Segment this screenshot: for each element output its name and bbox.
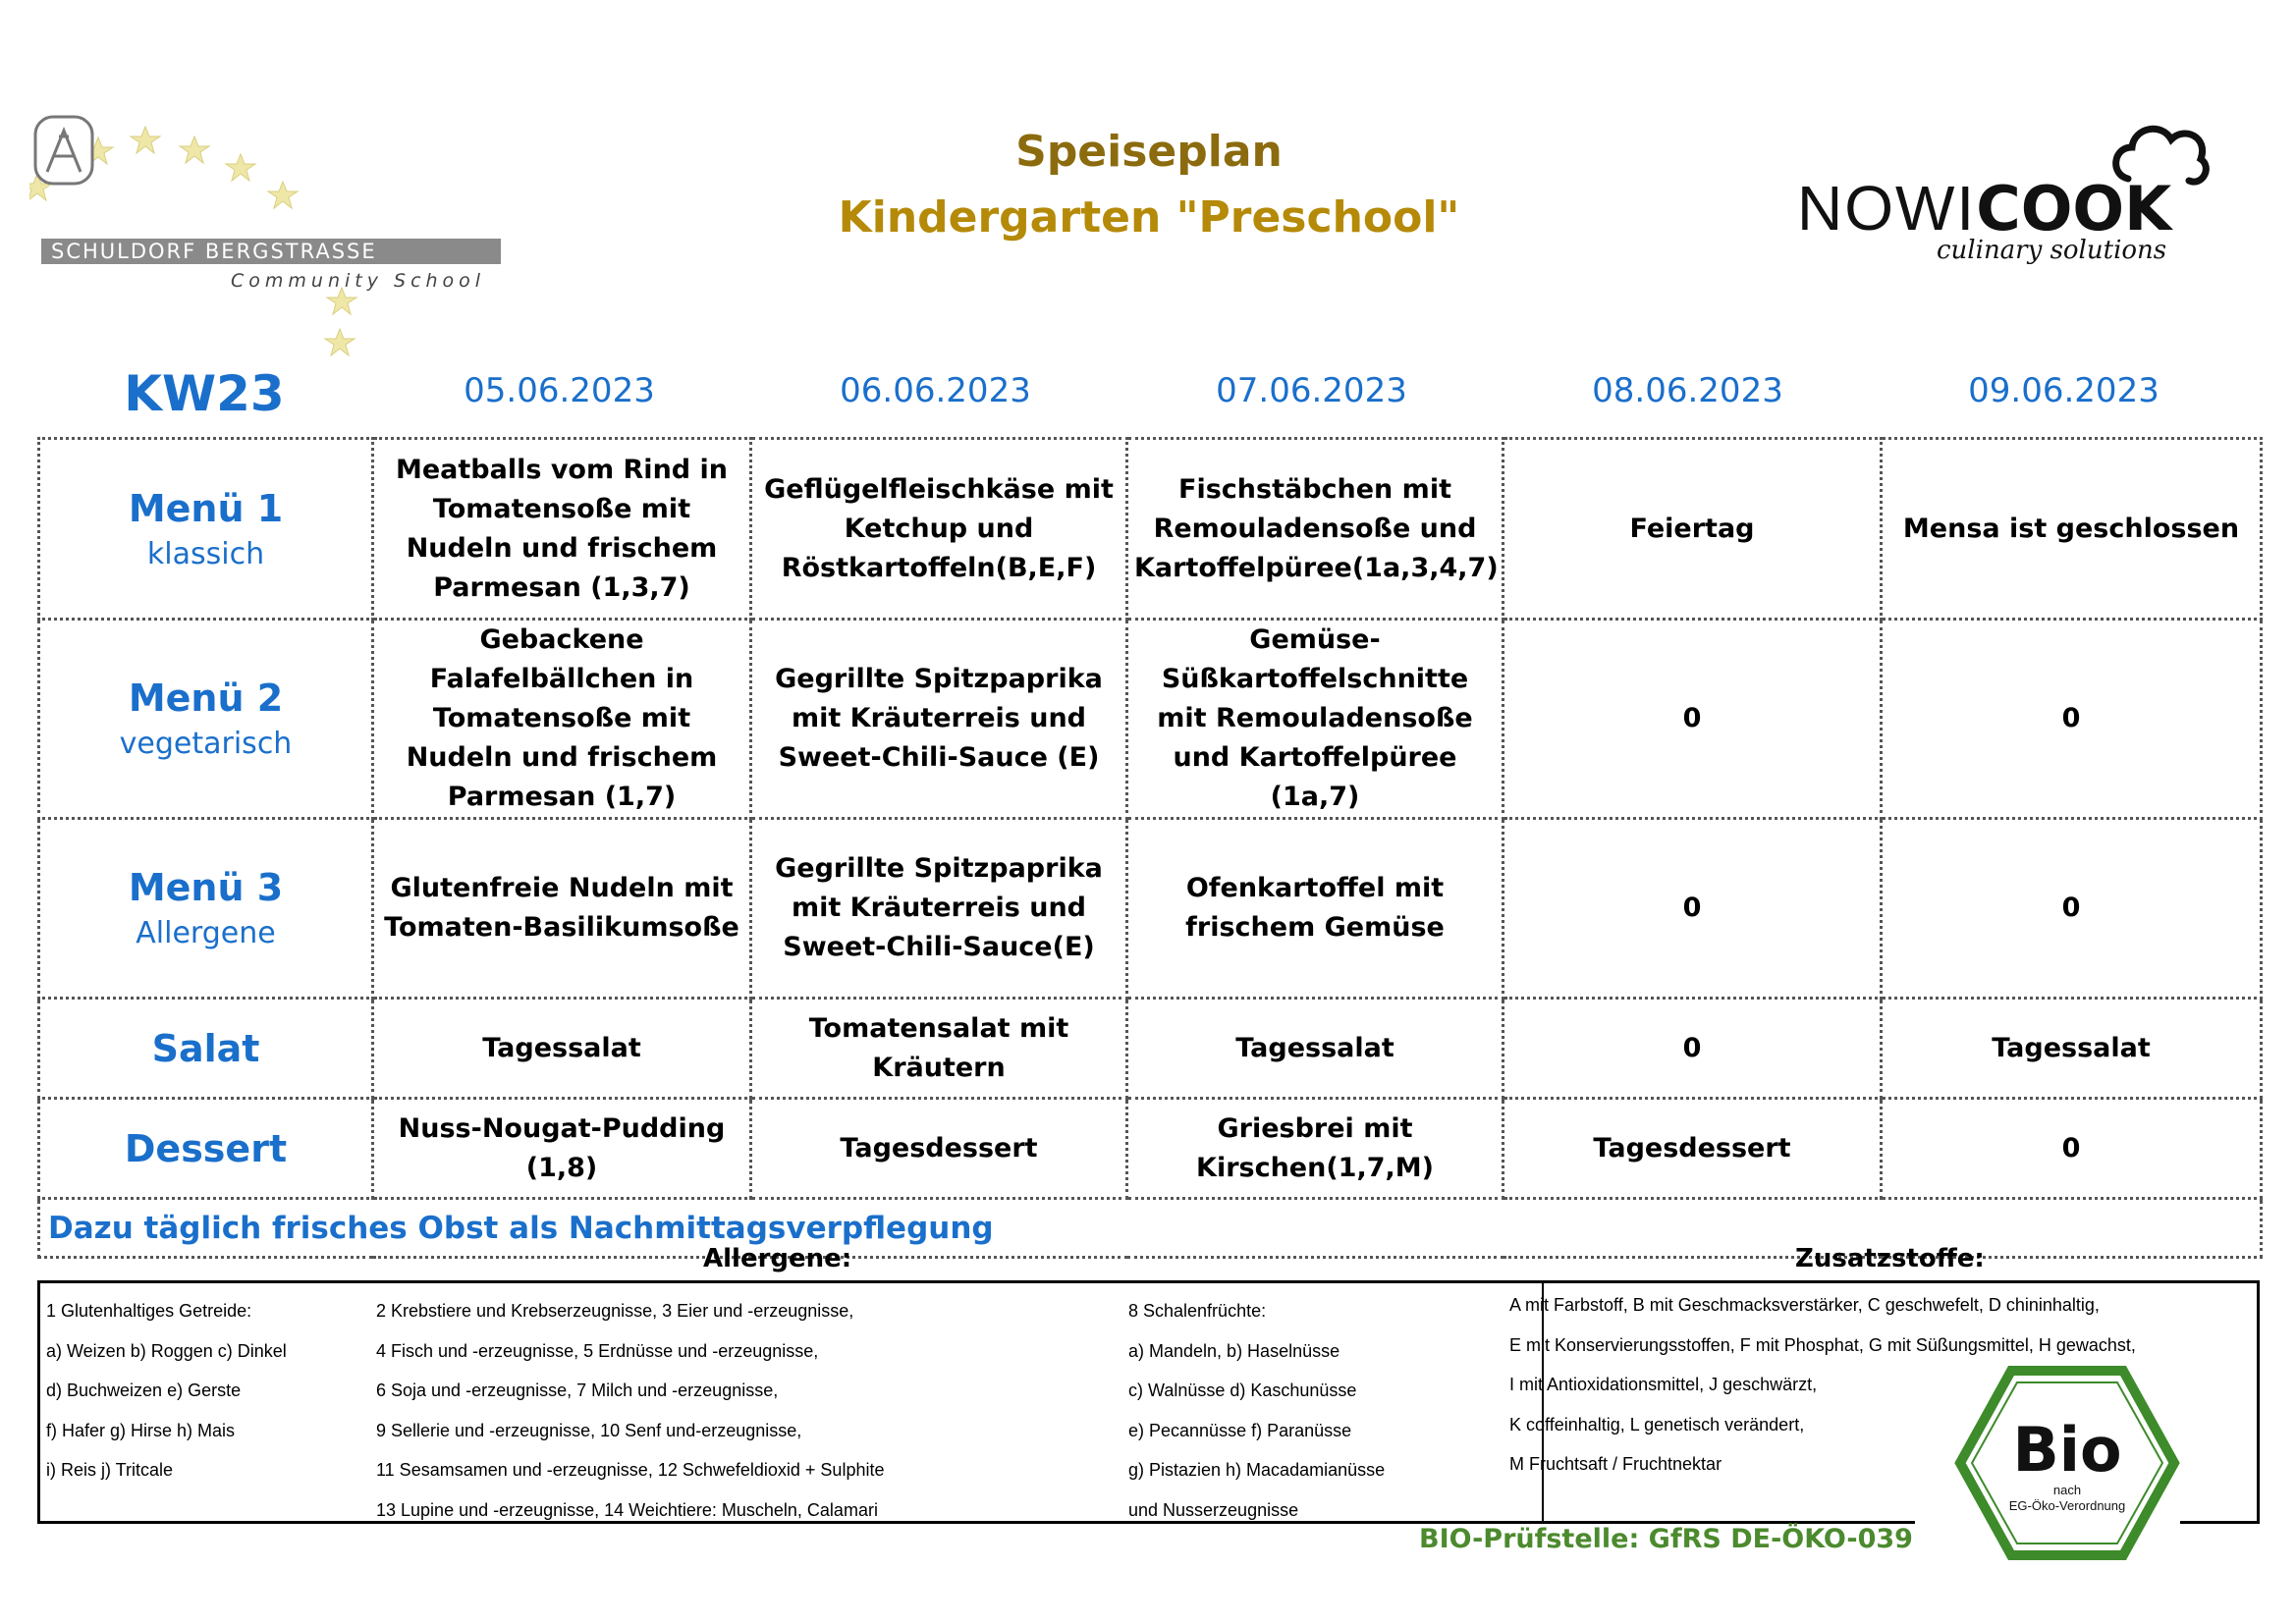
legend-line: c) Walnüsse d) Kaschunüsse [1128, 1380, 1357, 1400]
page-title [687, 123, 1611, 254]
row-header [39, 1099, 373, 1199]
day-header: 09.06.2023 [1968, 371, 2159, 410]
nowicook-logo [1797, 118, 2229, 275]
meal-cell: Meatballs vom Rind in Tomatensoße mit Nudeln und frischem Parmesan (1,3,7) [373, 439, 751, 620]
menu-table [37, 437, 2263, 1259]
allergen-column-main [376, 1291, 884, 1530]
legend-line: M Fruchtsaft / Fruchtnektar [1509, 1454, 1722, 1474]
table-row-menu2 [39, 620, 2262, 819]
meal-cell: Ofenkartoffel mit frischem Gemüse [1127, 819, 1503, 999]
daily-note: Dazu täglich frisches Obst als Nachmittagsverpflegung [39, 1199, 2262, 1258]
legend-line: 9 Sellerie und -erzeugnisse, 10 Senf und-erzeugnisse, [376, 1420, 802, 1440]
legend-line: a) Mandeln, b) Haselnüsse [1128, 1340, 1340, 1361]
day-header: 06.06.2023 [840, 371, 1031, 410]
meal-cell: Gegrillte Spitzpaprika mit Kräuterreis und Sweet-Chili-Sauce(E) [751, 819, 1127, 999]
legend-line: 4 Fisch und -erzeugnisse, 5 Erdnüsse und -erzeugnisse, [376, 1340, 819, 1361]
meal-cell: Gemüse-Süßkartoffelschnitte mit Remouladensoße und Kartoffelpüree (1a,7) [1127, 620, 1503, 819]
row-label: Menü 2 [128, 677, 284, 720]
day-header: 05.06.2023 [464, 371, 655, 410]
meal-cell: Geflügelfleischkäse mit Ketchup und Röstkartoffeln(B,E,F) [751, 439, 1127, 620]
row-header [39, 620, 373, 819]
allergen-column-nuts [1128, 1291, 1385, 1530]
table-row-dessert [39, 1099, 2262, 1199]
row-label: Salat [151, 1026, 260, 1070]
meal-cell: 0 [1503, 620, 1882, 819]
meal-cell: Gebackene Falafelbällchen in Tomatensoße mit Nudeln und frischem Parmesan (1,7) [373, 620, 751, 819]
legend-line: 6 Soja und -erzeugnisse, 7 Milch und -erzeugnisse, [376, 1380, 779, 1400]
legend-line: und Nusserzeugnisse [1128, 1499, 1299, 1520]
meal-cell: Tagessalat [1882, 999, 2262, 1099]
legend-line: I mit Antioxidationsmittel, J geschwärzt, [1509, 1375, 1818, 1394]
meal-cell: 0 [1503, 819, 1882, 999]
brand-name [1797, 172, 2171, 244]
row-sublabel: Allergene [136, 916, 276, 950]
meal-cell: Tagesdessert [1503, 1099, 1882, 1199]
row-label: Menü 3 [128, 866, 284, 909]
legend-line: a) Weizen b) Roggen c) Dinkel [46, 1340, 287, 1361]
legend-line: 13 Lupine und -erzeugnisse, 14 Weichtiere: Muscheln, Calamari [376, 1499, 878, 1520]
row-label: Menü 1 [128, 486, 284, 530]
legend-line: A mit Farbstoff, B mit Geschmacksverstärker, C geschwefelt, D chininhaltig, [1509, 1295, 2100, 1315]
meal-cell: 0 [1882, 1099, 2262, 1199]
title-speiseplan: Speiseplan [1015, 127, 1283, 177]
allergen-column-grains [46, 1291, 287, 1490]
row-header [39, 439, 373, 620]
bio-logo-sub2: EG-Öko-Verordnung [2008, 1498, 2126, 1513]
meal-cell: Nuss-Nougat-Pudding (1,8) [373, 1099, 751, 1199]
row-sublabel: klassich [146, 536, 265, 571]
meal-cell: Gegrillte Spitzpaprika mit Kräuterreis und Sweet-Chili-Sauce (E) [751, 620, 1127, 819]
brand-cook: COOK [1976, 173, 2172, 244]
bio-inspection-body: BIO-Prüfstelle: GfRS DE-ÖKO-039 [1419, 1524, 1913, 1554]
legend-box [37, 1280, 2260, 1524]
meal-cell: Griesbrei mit Kirschen(1,7,M) [1127, 1099, 1503, 1199]
legend-line: 1 Glutenhaltiges Getreide: [46, 1301, 252, 1321]
week-number: KW23 [124, 365, 285, 422]
school-name: SCHULDORF BERGSTRASSE [41, 239, 501, 264]
bio-seal-icon [1954, 1365, 2180, 1561]
brand-tagline: culinary solutions [1937, 236, 2167, 265]
table-row-menu1 [39, 439, 2262, 620]
table-row-menu3 [39, 819, 2262, 999]
school-logo [29, 113, 520, 368]
table-row-salat [39, 999, 2262, 1099]
meal-cell: Feiertag [1503, 439, 1882, 620]
row-sublabel: vegetarisch [119, 727, 293, 761]
day-header: 08.06.2023 [1592, 371, 1783, 410]
legend-line: d) Buchweizen e) Gerste [46, 1380, 242, 1400]
brand-nowi: NOWI [1797, 173, 1977, 244]
meal-cell: Fischstäbchen mit Remouladensoße und Kartoffelpüree(1a,3,4,7) [1127, 439, 1503, 620]
bio-logo-sub1: nach [2052, 1483, 2082, 1497]
meal-cell: Tagesdessert [751, 1099, 1127, 1199]
meal-cell: 0 [1882, 620, 2262, 819]
title-kindergarten: Kindergarten "Preschool" [838, 192, 1460, 243]
row-header [39, 999, 373, 1099]
day-header: 07.06.2023 [1216, 371, 1407, 410]
meal-cell: 0 [1882, 819, 2262, 999]
legend-line: g) Pistazien h) Macadamianüsse [1128, 1460, 1386, 1480]
row-label: Dessert [124, 1126, 288, 1170]
row-header [39, 819, 373, 999]
bio-logo-text: Bio [2012, 1414, 2122, 1486]
legend-line: f) Hafer g) Hirse h) Mais [46, 1420, 236, 1440]
school-crest-icon [29, 113, 98, 189]
school-subtitle: Community School [231, 270, 486, 292]
additives-title: Zusatzstoffe: [1795, 1244, 1985, 1273]
legend-line: 2 Krebstiere und Krebserzeugnisse, 3 Eier und -erzeugnisse, [376, 1301, 854, 1321]
meal-cell: Tagessalat [1127, 999, 1503, 1099]
meal-cell: 0 [1503, 999, 1882, 1099]
meal-cell: Tomatensalat mit Kräutern [751, 999, 1127, 1099]
legend-line: K coffeinhaltig, L genetisch verändert, [1509, 1414, 1805, 1435]
legend-line: 11 Sesamsamen und -erzeugnisse, 12 Schwefeldioxid + Sulphite [376, 1460, 885, 1480]
meal-cell: Tagessalat [373, 999, 751, 1099]
allergens-title: Allergene: [703, 1244, 852, 1273]
legend-line: i) Reis j) Tritcale [46, 1460, 174, 1480]
legend-line: 8 Schalenfrüchte: [1128, 1301, 1267, 1321]
legend-line: e) Pecannüsse f) Paranüsse [1128, 1420, 1352, 1440]
meal-cell: Mensa ist geschlossen [1882, 439, 2262, 620]
legend-line: E mit Konservierungsstoffen, F mit Phosphat, G mit Süßungsmittel, H gewachst, [1509, 1334, 2136, 1355]
meal-cell: Glutenfreie Nudeln mit Tomaten-Basilikumsoße [373, 819, 751, 999]
